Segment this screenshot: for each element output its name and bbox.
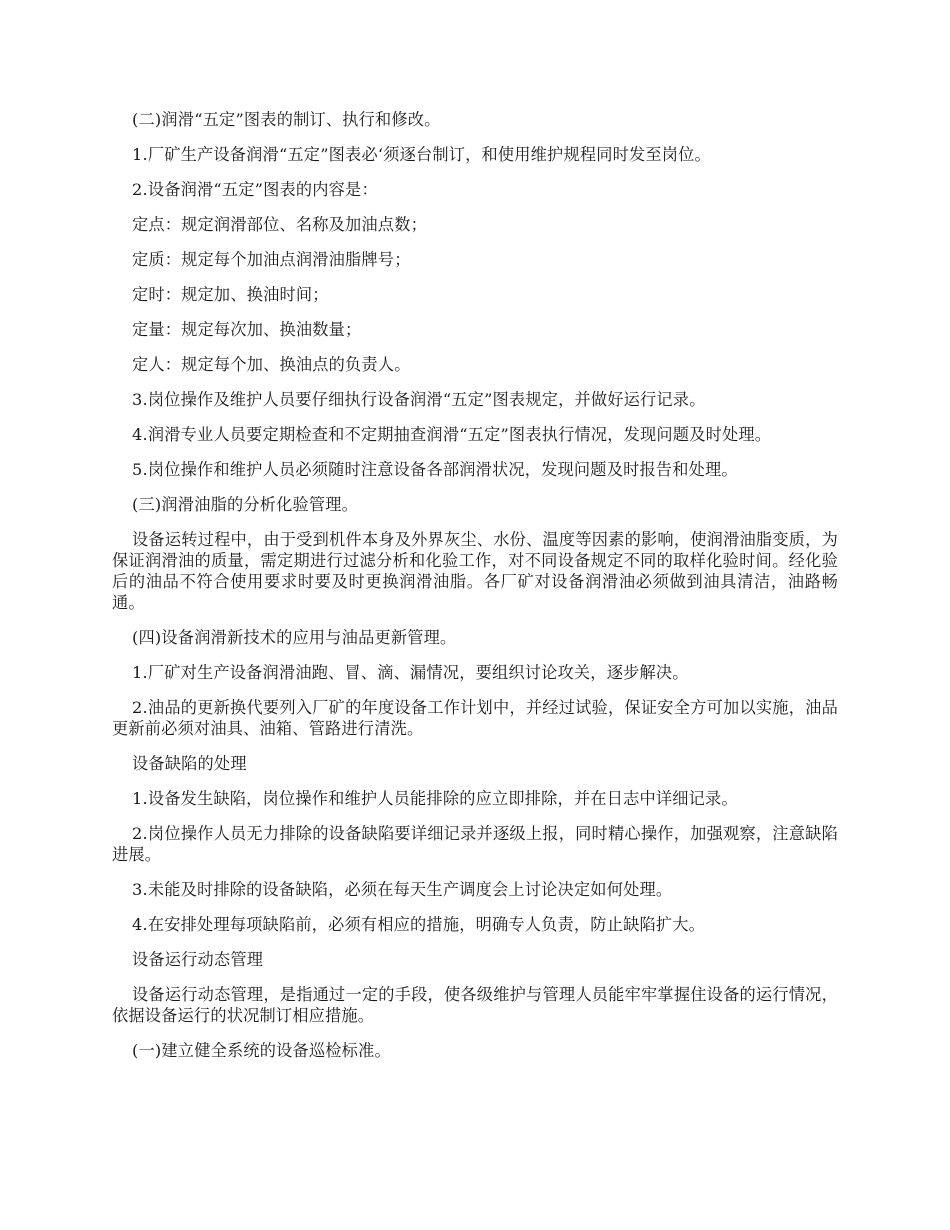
section-heading: 设备缺陷的处理: [132, 754, 247, 773]
paragraph: 定质：规定每个加油点润滑油脂牌号；: [132, 250, 411, 269]
paragraph: 定点：规定润滑部位、名称及加油点数；: [132, 215, 427, 234]
paragraph: 定量：规定每次加、换油数量；: [132, 320, 362, 339]
paragraph: 1.设备发生缺陷，岗位操作和维护人员能排除的应立即排除，并在日志中详细记录。: [132, 789, 738, 808]
paragraph: 3.岗位操作及维护人员要仔细执行设备润滑“五定”图表规定，并做好运行记录。: [132, 390, 706, 409]
paragraph: (四)设备润滑新技术的应用与油品更新管理。: [132, 628, 457, 647]
paragraph: 1.厂矿生产设备润滑“五定”图表必‘须逐台制订，和使用维护规程同时发至岗位。: [132, 145, 711, 164]
section-heading: 设备运行动态管理: [132, 950, 264, 969]
paragraph: 设备运转过程中，由于受到机件本身及外界灰尘、水份、温度等因素的影响，使润滑油脂变质，为保证润滑油的质量，需定期进行过滤分析和化验工作，对不同设备规定不同的取样化验时间。经化验后的油品不符合使用要求时要及时更换润滑油脂。各厂矿对设备润滑油必须做到油具清洁，油路畅通。: [112, 530, 838, 612]
paragraph: 5.岗位操作和维护人员必须随时注意设备各部润滑状况，发现问题及时报告和处理。: [132, 460, 738, 479]
paragraph: 2.油品的更新换代要列入厂矿的年度设备工作计划中，并经过试验，保证安全方可加以实施，油品更新前必须对油具、油箱、管路进行清洗。: [112, 698, 838, 738]
paragraph: (二)润滑“五定”图表的制订、执行和修改。: [132, 110, 441, 129]
paragraph: 定人：规定每个加、换油点的负责人。: [132, 355, 411, 374]
paragraph: 4.润滑专业人员要定期检查和不定期抽查润滑“五定”图表执行情况，发现问题及时处理。: [132, 425, 772, 444]
paragraph: (三)润滑油脂的分析化验管理。: [132, 495, 359, 514]
paragraph: 2.设备润滑“五定”图表的内容是：: [132, 180, 378, 199]
paragraph: 2.岗位操作人员无力排除的设备缺陷要详细记录并逐级上报，同时精心操作，加强观察，注意缺陷进展。: [112, 824, 838, 864]
paragraph: 设备运行动态管理，是指通过一定的手段，使各级维护与管理人员能牢牢掌握住设备的运行情况，依据设备运行的状况制订相应措施。: [112, 985, 838, 1025]
paragraph: 定时：规定加、换油时间；: [132, 285, 329, 304]
paragraph: 4.在安排处理每项缺陷前，必须有相应的措施，明确专人负责，防止缺陷扩大。: [132, 915, 706, 934]
paragraph: 1.厂矿对生产设备润滑油跑、冒、滴、漏情况，要组织讨论攻关，逐步解决。: [132, 663, 689, 682]
paragraph: 3.未能及时排除的设备缺陷，必须在每天生产调度会上讨论决定如何处理。: [132, 880, 673, 899]
paragraph: (一)建立健全系统的设备巡检标准。: [132, 1041, 391, 1060]
